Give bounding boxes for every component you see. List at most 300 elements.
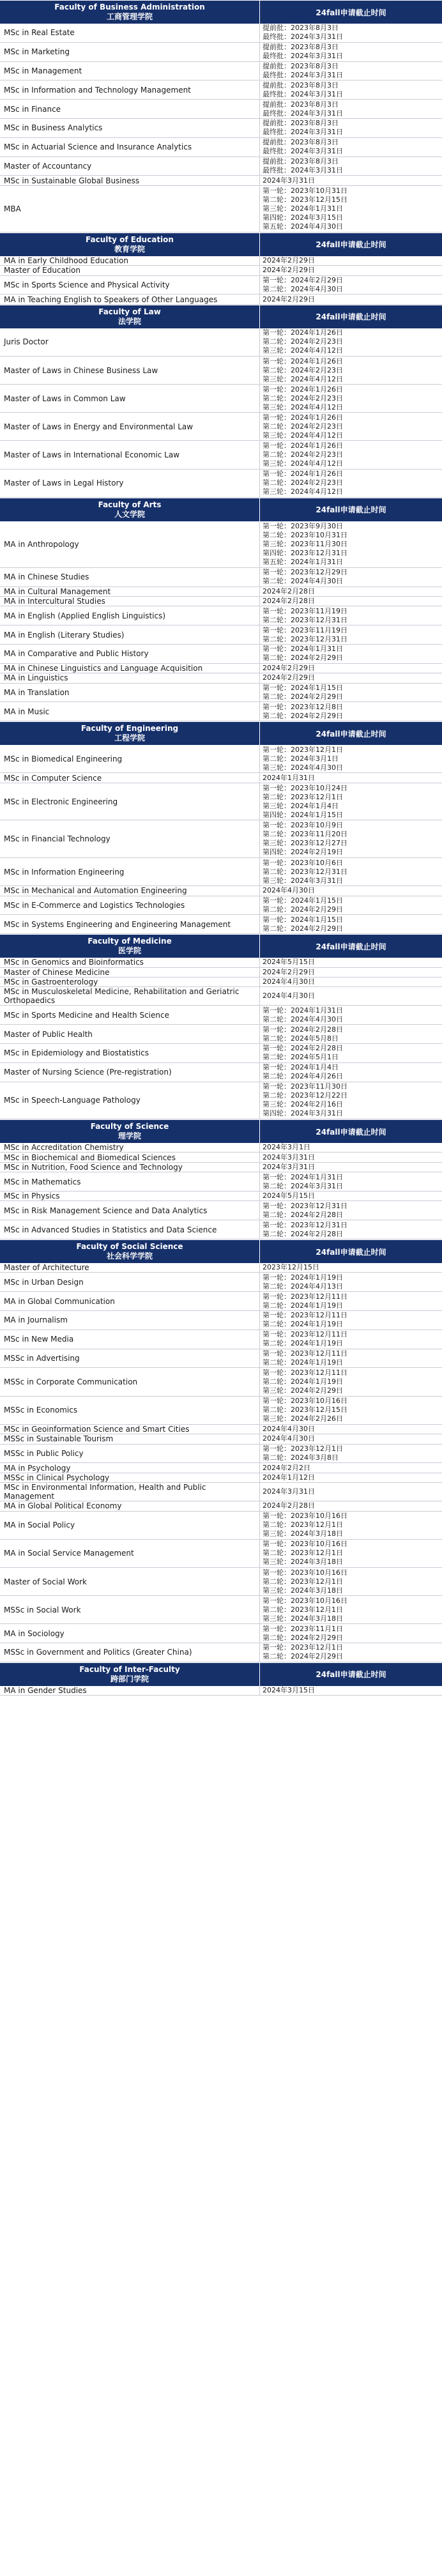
deadline-date: 第一轮：2024年1月31日 [263, 1172, 343, 1181]
programme-name: MSc in Biochemical and Biomedical Sciences [4, 1153, 176, 1162]
deadline-cell [259, 597, 442, 606]
programme-row [0, 1596, 442, 1624]
deadline-cell [259, 43, 442, 61]
programme-row [0, 1006, 442, 1025]
programme-row [0, 1686, 442, 1696]
programme-row [0, 1624, 442, 1643]
programme-row [0, 1044, 442, 1063]
deadline-date: 提前批：2023年8月3日 [263, 80, 339, 89]
programme-name: Master of Education [4, 266, 80, 275]
programme-row [0, 745, 442, 773]
deadline-date: 第二轮：2023年12月31日 [263, 867, 347, 876]
deadline-cell [259, 24, 442, 42]
programme-row [0, 1425, 442, 1434]
programme-name: MSc in Systems Engineering and Engineering Management [4, 919, 231, 929]
deadline-date: 第一轮：2023年12月1日 [263, 1444, 343, 1453]
programme-row [0, 1163, 442, 1172]
deadline-date: 第一轮：2024年1月26日 [263, 385, 343, 394]
deadline-cell [259, 266, 442, 275]
deadline-date: 第一轮：2024年1月15日 [263, 896, 343, 905]
deadline-date: 第二轮：2024年2月29日 [263, 654, 343, 663]
deadline-date: 2024年1月12日 [263, 1473, 315, 1482]
programme-row [0, 886, 442, 896]
programme-row [0, 119, 442, 138]
programme-row [0, 1568, 442, 1596]
faculty-name [0, 305, 259, 328]
programme-row [0, 441, 442, 469]
programme-name: MSc in Musculoskeletal Medicine, Rehabilitation and Geriatric Orthopaedics [4, 987, 240, 1006]
deadline-date: 2024年4月30日 [263, 886, 315, 895]
deadline-date: 第三轮：2024年2月16日 [263, 1100, 343, 1109]
deadline-date: 第二轮：2023年12月15日 [263, 195, 347, 204]
deadline-date: 2024年1月31日 [263, 773, 315, 782]
deadline-cell [259, 1368, 442, 1395]
deadline-date: 第三轮：2024年2月26日 [263, 1414, 343, 1423]
deadline-cell [259, 645, 442, 663]
programme-name: MA in Sociology [4, 1629, 65, 1638]
faculty-name-en: Faculty of Engineering [80, 724, 179, 733]
deadline-cell [259, 1082, 442, 1119]
programme-name: MSc in Epidemiology and Biostatistics [4, 1048, 149, 1058]
programme-row [0, 385, 442, 413]
programme-row [0, 968, 442, 977]
faculty-name-en: Faculty of Business Administration [54, 3, 205, 12]
programme-name: MSc in Sports Medicine and Health Science [4, 1010, 169, 1020]
programme-row [0, 1025, 442, 1044]
programme-row [0, 820, 442, 858]
programme-row [0, 1368, 442, 1396]
deadline-cell [259, 820, 442, 857]
deadline-date: 2024年2月29日 [263, 664, 315, 673]
deadline-cell [259, 1643, 442, 1662]
deadline-cell [259, 356, 442, 384]
deadline-date: 提前批：2023年8月3日 [263, 100, 339, 109]
programme-row [0, 1143, 442, 1153]
deadline-date: 第三轮：2024年4月12日 [263, 346, 343, 355]
deadline-date: 第一轮：2024年1月26日 [263, 413, 343, 422]
deadline-date: 最终批：2024年3月31日 [263, 70, 343, 79]
faculty-name-en: Faculty of Law [98, 307, 161, 316]
deadline-cell [259, 896, 442, 915]
programme-name: MSSc in Economics [4, 1406, 78, 1415]
deadline-date: 第二轮：2024年1月19日 [263, 1377, 343, 1386]
programme-row [0, 186, 442, 233]
deadline-cell [259, 1501, 442, 1510]
deadline-date: 第一轮：2023年10月31日 [263, 186, 347, 195]
deadline-column-header: 24fall申请截止时间 [259, 1120, 442, 1143]
faculty-name [0, 935, 259, 958]
programme-row [0, 1349, 442, 1368]
deadline-date: 第三轮：2023年12月27日 [263, 839, 347, 848]
programme-row [0, 597, 442, 606]
deadline-date: 最终批：2024年3月31日 [263, 165, 343, 174]
deadline-date: 第二轮：2024年2月23日 [263, 365, 343, 374]
programme-row [0, 328, 442, 356]
deadline-column-header: 24fall申请截止时间 [259, 1240, 442, 1263]
deadline-cell [259, 1568, 442, 1595]
deadline-date: 第四轮：2024年2月19日 [263, 848, 343, 857]
faculty-header [0, 305, 442, 328]
deadline-date: 第三轮：2024年4月12日 [263, 487, 343, 496]
deadline-cell [259, 62, 442, 80]
deadline-date: 第三轮：2024年4月12日 [263, 402, 343, 411]
deadline-cell [259, 702, 442, 721]
programme-row [0, 664, 442, 673]
deadline-date: 2024年3月31日 [263, 1487, 315, 1496]
faculty-header [0, 1662, 442, 1686]
deadline-cell [259, 745, 442, 772]
deadline-date: 2024年2月29日 [263, 295, 315, 303]
programme-name: MSc in Business Analytics [4, 123, 103, 133]
programme-name: MA in Global Political Economy [4, 1501, 122, 1511]
programme-name: MA in Chinese Studies [4, 572, 89, 582]
deadline-column-header: 24fall申请截止时间 [259, 722, 442, 745]
programme-name: Master of Chinese Medicine [4, 967, 110, 977]
faculty-name [0, 1120, 259, 1143]
deadline-column-header: 24fall申请截止时间 [259, 498, 442, 521]
programme-name: MSc in Risk Management Science and Data Analytics [4, 1206, 208, 1215]
faculty-name [0, 1, 259, 24]
deadline-date: 第一轮：2023年12月1日 [263, 745, 343, 754]
deadline-date: 第一轮：2023年12月11日 [263, 1330, 347, 1339]
programme-name: MA in Global Communication [4, 1296, 115, 1306]
deadline-date: 2024年3月1日 [263, 1143, 310, 1152]
programme-name: MA in Chinese Linguistics and Language Acquisition [4, 664, 203, 673]
programme-row [0, 1201, 442, 1220]
programme-row [0, 256, 442, 266]
deadline-column-header: 24fall申请截止时间 [259, 305, 442, 328]
faculty-name-zh: 工程学院 [114, 733, 145, 743]
programme-name: MSc in Nutrition, Food Science and Technology [4, 1163, 183, 1172]
programme-name: MSc in Geoinformation Science and Smart Cities [4, 1424, 190, 1434]
deadline-cell [259, 1201, 442, 1220]
programme-row [0, 138, 442, 157]
deadline-cell [259, 385, 442, 412]
faculty-name [0, 233, 259, 256]
deadline-cell [259, 568, 442, 586]
deadline-cell [259, 1172, 442, 1191]
deadline-date: 第二轮：2024年2月23日 [263, 422, 343, 431]
deadline-date: 第一轮：2023年12月11日 [263, 1292, 347, 1301]
deadline-date: 第一轮：2024年1月15日 [263, 915, 343, 924]
deadline-date: 第二轮：2023年12月22日 [263, 1091, 347, 1100]
deadline-cell [259, 886, 442, 895]
programme-row [0, 1483, 442, 1501]
deadline-date: 第二轮：2024年3月8日 [263, 1453, 339, 1462]
deadline-date: 第五轮：2024年1月31日 [263, 557, 343, 566]
faculty-header [0, 934, 442, 958]
deadline-cell [259, 413, 442, 440]
deadline-date: 第二轮：2023年10月31日 [263, 530, 347, 539]
deadline-date: 2024年3月31日 [263, 1153, 315, 1162]
deadline-cell [259, 684, 442, 702]
programme-row [0, 896, 442, 916]
deadline-date: 第二轮：2024年2月29日 [263, 905, 343, 914]
programme-row [0, 413, 442, 441]
deadline-date: 第三轮：2024年1月31日 [263, 204, 343, 213]
deadline-column-header: 24fall申请截止时间 [259, 1663, 442, 1686]
programme-row [0, 684, 442, 703]
deadline-date: 第一轮：2023年11月1日 [263, 1624, 343, 1633]
programme-row [0, 100, 442, 119]
faculty-name [0, 1663, 259, 1686]
programme-name: Juris Doctor [4, 337, 49, 347]
deadline-cell [259, 100, 442, 118]
deadline-cell [259, 470, 442, 497]
deadline-date: 第二轮：2024年1月19日 [263, 1301, 343, 1310]
deadline-cell [259, 1397, 442, 1424]
deadline-date: 第三轮：2024年3月18日 [263, 1614, 343, 1623]
programme-row [0, 606, 442, 625]
programme-name: MSSc in Advertising [4, 1354, 80, 1363]
deadline-date: 第二轮：2024年4月30日 [263, 577, 343, 586]
deadline-date: 第二轮：2024年2月23日 [263, 394, 343, 402]
programme-name: MSc in Sustainable Global Business [4, 176, 140, 185]
programme-name: MSSc in Government and Politics (Greater China) [4, 1648, 192, 1657]
deadline-date: 第二轮：2024年5月8日 [263, 1034, 339, 1043]
programme-row [0, 773, 442, 783]
deadline-date: 第二轮：2023年12月1日 [263, 1549, 343, 1558]
programme-row [0, 266, 442, 275]
programme-name: MSSc in Clinical Psychology [4, 1473, 110, 1482]
programme-name: MSc in Information and Technology Management [4, 85, 191, 95]
deadline-date: 2024年5月15日 [263, 1192, 315, 1200]
programme-row [0, 1311, 442, 1330]
deadline-date: 第二轮：2024年4月30日 [263, 284, 343, 293]
deadline-date: 2024年4月30日 [263, 977, 315, 986]
programme-name: MSc in Advanced Studies in Statistics and Data Science [4, 1225, 217, 1234]
deadline-date: 第二轮：2023年12月1日 [263, 792, 343, 801]
deadline-date: 第二轮：2024年3月1日 [263, 754, 339, 763]
deadline-cell [259, 119, 442, 137]
programme-name: MSc in Computer Science [4, 773, 102, 783]
deadline-cell [259, 1349, 442, 1368]
deadline-date: 第一轮：2024年1月26日 [263, 441, 343, 450]
programme-name: Master of Laws in Chinese Business Law [4, 365, 158, 375]
deadline-date: 第二轮：2023年11月20日 [263, 830, 347, 839]
deadline-date: 2024年4月30日 [263, 992, 315, 1000]
deadline-date: 第二轮：2024年2月29日 [263, 924, 343, 933]
deadline-cell [259, 256, 442, 265]
programme-row [0, 1063, 442, 1082]
deadline-date: 第三轮：2023年11月30日 [263, 539, 347, 548]
deadline-cell [259, 1311, 442, 1330]
deadline-date: 提前批：2023年8月3日 [263, 43, 339, 52]
deadline-date: 最终批：2024年3月31日 [263, 109, 343, 118]
deadline-cell [259, 1624, 442, 1643]
programme-row [0, 43, 442, 62]
programme-name: MA in English (Applied English Linguistics) [4, 611, 166, 620]
deadline-cell [259, 1143, 442, 1152]
deadline-cell [259, 1434, 442, 1443]
deadline-date: 第二轮：2024年2月28日 [263, 1229, 343, 1238]
deadline-date: 第四轮：2024年1月15日 [263, 810, 343, 819]
deadline-cell [259, 1006, 442, 1024]
programme-name: MA in Music [4, 707, 50, 716]
deadline-cell [259, 1540, 442, 1567]
deadline-cell [259, 1463, 442, 1472]
deadline-date: 第二轮：2024年2月23日 [263, 450, 343, 459]
deadline-date: 最终批：2024年3月31日 [263, 52, 343, 61]
deadline-date: 第三轮：2024年3月31日 [263, 876, 343, 885]
faculty-header [0, 498, 442, 521]
programme-row [0, 977, 442, 987]
faculty-header [0, 0, 442, 24]
deadline-cell [259, 176, 442, 185]
faculty-name-zh: 理学院 [118, 1131, 141, 1141]
deadline-date: 第一轮：2023年12月11日 [263, 1349, 347, 1358]
deadline-date: 第一轮：2024年1月31日 [263, 1006, 343, 1015]
deadline-date: 最终批：2024年3月31日 [263, 147, 343, 156]
deadline-cell [259, 1192, 442, 1200]
programme-name: MSc in Marketing [4, 47, 70, 57]
deadline-date: 最终批：2024年3月31日 [263, 89, 343, 98]
programme-name: MSc in Management [4, 66, 82, 75]
deadline-cell [259, 1292, 442, 1310]
deadline-date: 第一轮：2023年11月19日 [263, 625, 347, 634]
programme-name: MSc in Biomedical Engineering [4, 754, 123, 763]
deadline-date: 第二轮：2024年4月30日 [263, 1015, 343, 1023]
deadline-date: 第一轮：2023年12月8日 [263, 702, 343, 711]
deadline-cell [259, 1425, 442, 1434]
deadline-cell [259, 915, 442, 933]
deadline-date: 第一轮：2024年1月26日 [263, 328, 343, 337]
deadline-date: 2024年2月28日 [263, 597, 315, 606]
programme-row [0, 1445, 442, 1464]
programme-row [0, 783, 442, 821]
deadline-date: 第四轮：2024年3月15日 [263, 213, 343, 222]
deadline-date: 第三轮：2024年2月29日 [263, 1386, 343, 1395]
deadline-date: 第二轮：2023年12月31日 [263, 634, 347, 643]
programme-row [0, 62, 442, 81]
deadline-cell [259, 138, 442, 157]
faculty-name [0, 1240, 259, 1263]
deadline-date: 第一轮：2023年11月30日 [263, 1082, 347, 1091]
programme-name: MSc in Information Engineering [4, 867, 125, 877]
programme-name: Master of Laws in Legal History [4, 479, 124, 488]
programme-name: MA in Translation [4, 688, 70, 697]
programme-name: MA in Teaching English to Speakers of Other Languages [4, 295, 218, 304]
programme-name: Master of Laws in Common Law [4, 394, 126, 403]
faculty-header [0, 233, 442, 256]
programme-name: MSSc in Public Policy [4, 1448, 84, 1458]
deadline-cell [259, 1445, 442, 1463]
faculty-name [0, 498, 259, 521]
deadline-date: 提前批：2023年8月3日 [263, 138, 339, 147]
deadline-date: 第二轮：2023年12月1日 [263, 1605, 343, 1614]
programme-row [0, 1540, 442, 1568]
programme-name: Master of Architecture [4, 1263, 89, 1273]
deadline-cell [259, 276, 442, 295]
deadline-date: 第一轮：2024年1月31日 [263, 645, 343, 654]
programme-row [0, 1273, 442, 1292]
programme-row [0, 24, 442, 43]
deadline-date: 第三轮：2024年4月12日 [263, 459, 343, 468]
deadline-date: 第二轮：2024年1月19日 [263, 1358, 343, 1367]
deadline-date: 2024年2月28日 [263, 586, 315, 595]
deadline-cell [259, 328, 442, 356]
faculty-name-zh: 社会科学学院 [106, 1252, 153, 1261]
deadline-date: 第三轮：2024年3月18日 [263, 1558, 343, 1567]
deadline-date: 第一轮：2023年12月31日 [263, 1201, 347, 1210]
programme-name: Master of Laws in Energy and Environmental Law [4, 422, 194, 431]
deadline-date: 提前批：2023年8月3日 [263, 157, 339, 165]
deadline-date: 第二轮：2023年12月15日 [263, 1406, 347, 1414]
deadline-cell [259, 1044, 442, 1062]
deadline-cell [259, 1330, 442, 1349]
programme-row [0, 1192, 442, 1201]
deadline-date: 第一轮：2023年10月16日 [263, 1512, 347, 1521]
programme-row [0, 1434, 442, 1444]
programme-name: MA in Journalism [4, 1315, 68, 1325]
programme-row [0, 568, 442, 587]
deadline-date: 第一轮：2023年12月11日 [263, 1368, 347, 1377]
deadline-date: 第一轮：2023年12月11日 [263, 1311, 347, 1320]
deadline-cell [259, 80, 442, 99]
deadline-cell [259, 295, 442, 303]
deadline-cell [259, 1153, 442, 1162]
programme-row [0, 915, 442, 934]
deadline-date: 第二轮：2024年2月29日 [263, 1633, 343, 1642]
programme-row [0, 645, 442, 664]
deadline-date: 2024年3月31日 [263, 1163, 315, 1172]
faculty-name-zh: 人文学院 [114, 509, 145, 519]
faculty-name-en: Faculty of Inter-Faculty [79, 1664, 180, 1674]
programme-row [0, 1397, 442, 1425]
programme-name: MSc in E-Commerce and Logistics Technologies [4, 900, 185, 910]
programme-row [0, 356, 442, 385]
deadline-date: 第四轮：2023年12月31日 [263, 548, 347, 557]
deadline-date: 第一轮：2024年1月15日 [263, 684, 343, 692]
programme-name: MSc in Finance [4, 104, 61, 114]
deadline-date: 第二轮：2024年4月26日 [263, 1072, 343, 1081]
programme-name: MA in Social Service Management [4, 1549, 134, 1558]
programme-name: MSc in Genomics and Bioinformatics [4, 958, 144, 967]
programme-name: Master of Laws in International Economic Law [4, 450, 180, 460]
deadline-date: 2024年2月29日 [263, 967, 315, 976]
programme-name: MSSc in Social Work [4, 1605, 81, 1614]
deadline-date: 第一轮：2023年10月16日 [263, 1568, 347, 1577]
deadline-date: 第二轮：2024年5月1日 [263, 1053, 339, 1062]
programme-row [0, 1263, 442, 1273]
deadline-date: 提前批：2023年8月3日 [263, 119, 339, 128]
deadline-date: 2024年4月30日 [263, 1424, 315, 1433]
faculty-header [0, 721, 442, 745]
deadline-cell [259, 783, 442, 820]
faculty-name-en: Faculty of Education [86, 234, 174, 244]
deadline-date: 第一轮：2024年2月28日 [263, 1044, 343, 1053]
deadline-date: 第四轮：2024年3月31日 [263, 1109, 343, 1118]
deadline-cell [259, 987, 442, 1005]
programme-row [0, 157, 442, 176]
programme-row [0, 858, 442, 886]
programme-row [0, 1220, 442, 1239]
deadline-date: 2024年2月2日 [263, 1463, 310, 1472]
deadline-date: 第二轮：2024年1月19日 [263, 1339, 343, 1348]
faculty-name-en: Faculty of Science [90, 1122, 169, 1131]
programme-name: MA in Linguistics [4, 673, 68, 683]
programme-name: Master of Social Work [4, 1577, 87, 1586]
deadline-date: 第三轮：2024年4月12日 [263, 431, 343, 440]
deadline-date: 第一轮：2023年12月29日 [263, 568, 347, 577]
programme-row [0, 1643, 442, 1662]
programme-row [0, 1292, 442, 1311]
deadline-cell [259, 1483, 442, 1501]
programme-name: MSc in Actuarial Science and Insurance Analytics [4, 142, 192, 152]
deadline-cell [259, 521, 442, 567]
faculty-name-en: Faculty of Social Science [76, 1242, 183, 1252]
faculty-header [0, 1239, 442, 1263]
